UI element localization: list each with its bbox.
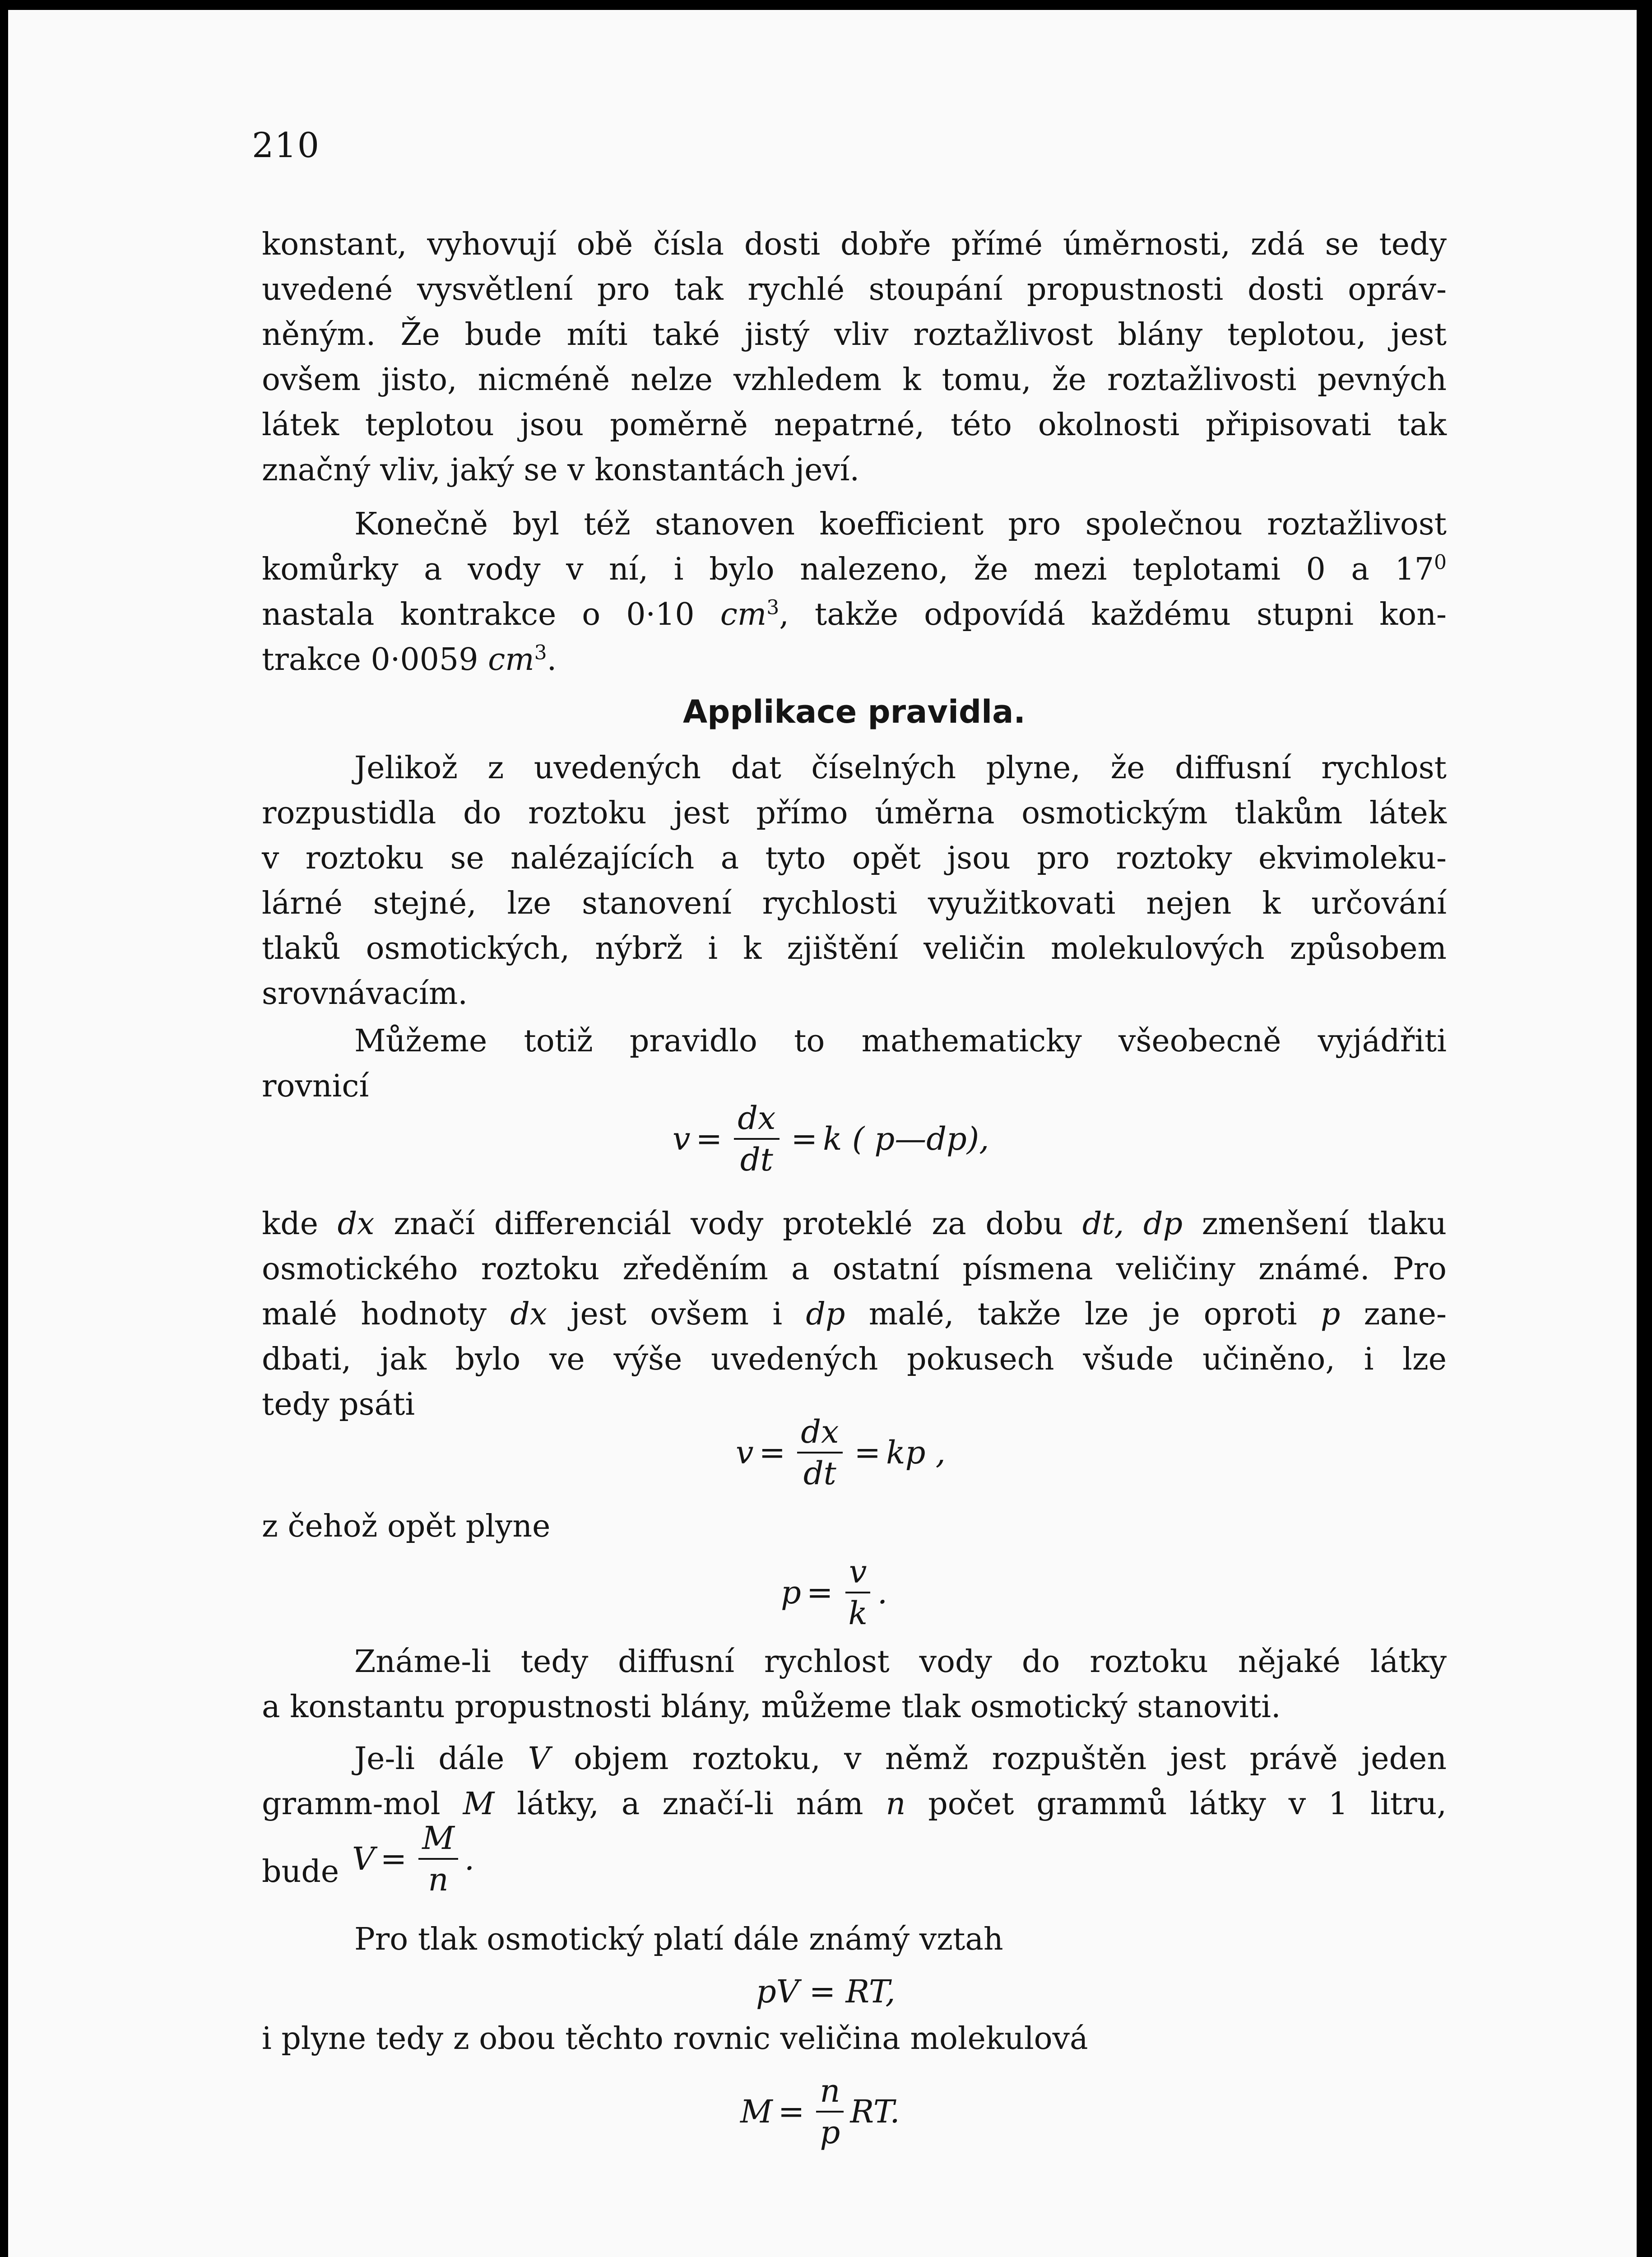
text-line: kde dx značí differenciál vody proteklé za dobu dt, dp zmenšení tlaku (262, 1206, 1447, 1242)
text-line: tedy psáti (262, 1387, 415, 1422)
text-line: trakce 0·0059 $cm^3$. (262, 641, 557, 678)
equation-velocity-general: v = $\frac{dx}{dt}$ = k ( p—dp), (673, 1100, 989, 1178)
text-line: Můžeme totiž pravidlo to mathematicky všeobecně vyjádřiti (354, 1023, 1447, 1059)
text-line: komůrky a vody v ní, i bylo nalezeno, že mezi teplotami 0 a $17^0$ (262, 551, 1447, 587)
text-line: Pro tlak osmotický platí dále známý vztah (354, 1922, 1003, 1957)
text-line: značný vliv, jaký se v konstantách jeví. (262, 452, 860, 488)
text-line: srovnávacím. (262, 976, 468, 1012)
text-line: ovšem jisto, nicméně nelze vzhledem k tomu, že roztažlivosti pevných (262, 362, 1447, 398)
text-line: osmotického roztoku zředěním a ostatní písmena veličiny známé. Pro (262, 1251, 1447, 1287)
text-line: něným. Že bude míti také jistý vliv roztažlivost blány teplotou, jest (262, 317, 1447, 353)
equation-molecular-quantity: M = $\frac{n}{p}$ RT. (740, 2072, 900, 2151)
text-line: konstant, vyhovují obě čísla dosti dobře přímé úměrnosti, zdá se tedy (262, 227, 1447, 262)
text-line: lárné stejné, lze stanovení rychlosti využitkovati nejen k určování (262, 886, 1447, 921)
text-line: v roztoku se nalézajících a tyto opět jsou pro roztoky ekvimoleku- (262, 841, 1447, 876)
text-line: z čehož opět plyne (262, 1509, 551, 1544)
page-number: 210 (252, 125, 320, 165)
text-line: Je-li dále V objem roztoku, v němž rozpuštěn jest právě jeden (354, 1741, 1447, 1777)
text-line: gramm-mol M látky, a značí-li nám n počet grammů látky v 1 litru, (262, 1786, 1447, 1822)
section-heading: Applikace pravidla. (683, 693, 1026, 730)
text-line: látek teplotou jsou poměrně nepatrné, této okolnosti připisovati tak (262, 407, 1447, 443)
text-line: a konstantu propustnosti blány, můžeme tlak osmotický stanoviti. (262, 1689, 1281, 1725)
text-line: rovnicí (262, 1068, 369, 1104)
document-page (8, 10, 1637, 2257)
text-line: nastala kontrakce o 0·10 $cm^3$, takže odpovídá každému stupni kon- (262, 596, 1447, 632)
equation-volume: V = $\frac{M}{n}$ . (352, 1820, 475, 1898)
text-line: Známe-li tedy diffusní rychlost vody do roztoku nějaké látky (354, 1644, 1447, 1680)
equation-velocity-simplified: v = $\frac{dx}{dt}$ = kp , (736, 1413, 946, 1492)
text-line: Jelikož z uvedených dat číselných plyne, že diffusní rychlost (354, 750, 1447, 786)
text-line: rozpustidla do roztoku jest přímo úměrna osmotickým tlakům látek (262, 795, 1447, 831)
text-line: malé hodnoty dx jest ovšem i dp malé, takže lze je oproti p zane- (262, 1296, 1447, 1332)
text-line: uvedené vysvětlení pro tak rychlé stoupání propustnosti dosti opráv- (262, 272, 1447, 307)
equation-gas-law: pV = RT, (756, 1973, 896, 2010)
text-line: tlaků osmotických, nýbrž i k zjištění veličin molekulových způsobem (262, 931, 1447, 966)
text-line: Konečně byl též stanoven koefficient pro společnou roztažlivost (354, 506, 1447, 542)
text-line: dbati, jak bylo ve výše uvedených pokusech všude učiněno, i lze (262, 1342, 1447, 1377)
text-line: bude (262, 1854, 339, 1890)
text-line: i plyne tedy z obou těchto rovnic veličina molekulová (262, 2021, 1088, 2057)
equation-pressure: p = $\frac{v}{k}$ . (781, 1553, 888, 1632)
